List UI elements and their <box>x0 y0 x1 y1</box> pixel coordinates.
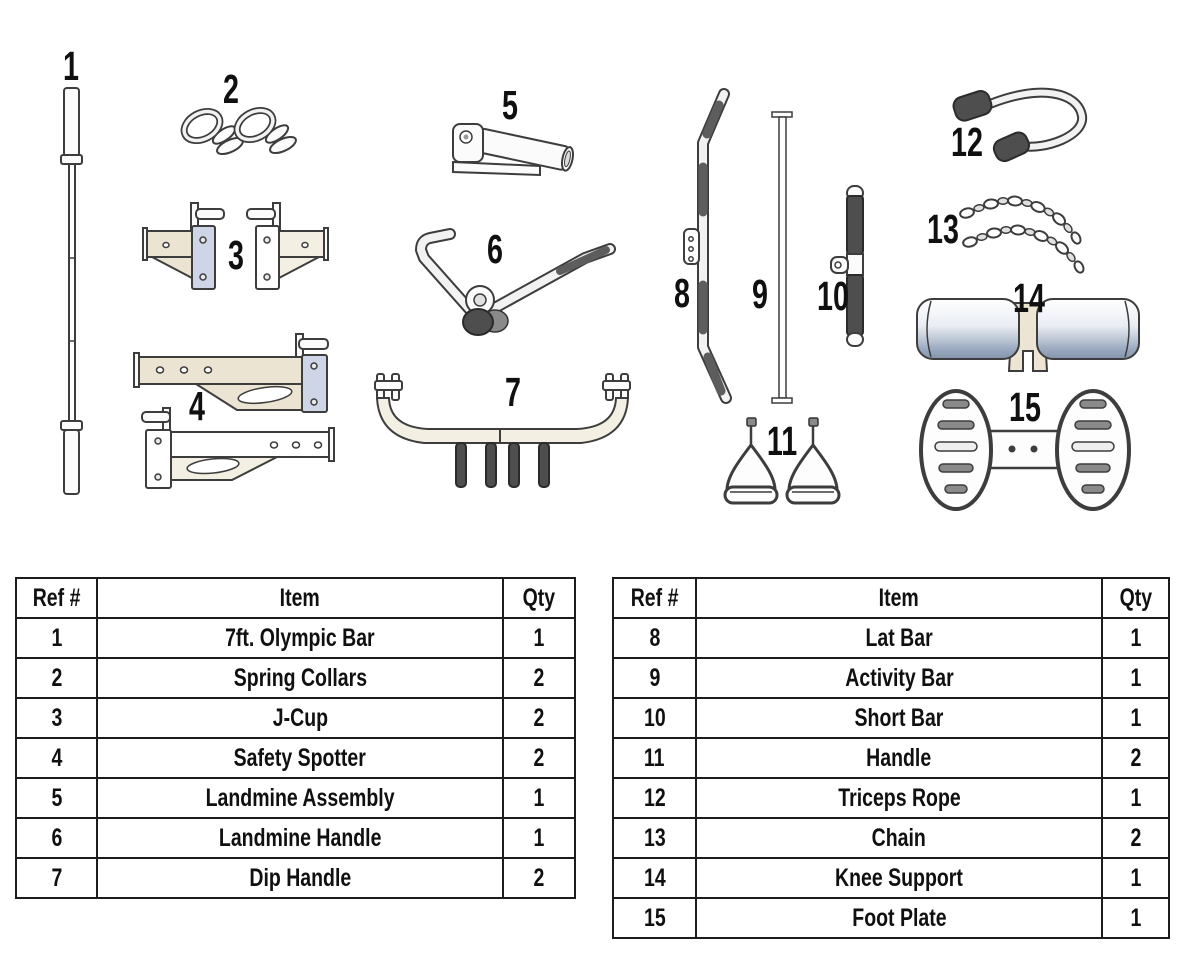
ref-cell: 3 <box>16 698 97 738</box>
table-row <box>16 698 575 738</box>
item-cell: Triceps Rope <box>696 778 1102 818</box>
table-row <box>613 738 1169 778</box>
item-13-label: 13 <box>927 207 959 253</box>
item-cell: Short Bar <box>696 698 1102 738</box>
table-header-row <box>613 578 1169 618</box>
table-row <box>16 658 575 698</box>
item-cell: J-Cup <box>97 698 503 738</box>
item-cell: Safety Spotter <box>97 738 503 778</box>
qty-cell: 1 <box>503 778 575 818</box>
qty-cell: 1 <box>1102 618 1169 658</box>
ref-cell: 14 <box>613 858 696 898</box>
qty-cell: 1 <box>1102 898 1169 938</box>
item-13-chain-illustration <box>959 196 1085 274</box>
qty-cell: 1 <box>503 618 575 658</box>
item-1-label: 1 <box>63 44 79 90</box>
item-2-label: 2 <box>223 67 239 113</box>
ref-cell: 11 <box>613 738 696 778</box>
ref-cell: 12 <box>613 778 696 818</box>
item-cell: 7ft. Olympic Bar <box>97 618 503 658</box>
ref-cell: 13 <box>613 818 696 858</box>
qty-cell: 1 <box>1102 778 1169 818</box>
table-row <box>613 618 1169 658</box>
ref-header: Ref # <box>16 578 97 618</box>
ref-cell: 1 <box>16 618 97 658</box>
ref-cell: 2 <box>16 658 97 698</box>
item-cell: Knee Support <box>696 858 1102 898</box>
item-2-spring-collars-illustration <box>179 105 298 158</box>
table-row <box>16 778 575 818</box>
item-cell: Lat Bar <box>696 618 1102 658</box>
ref-header: Ref # <box>613 578 696 618</box>
item-7-dip-handle-illustration <box>375 374 630 487</box>
item-cell: Landmine Handle <box>97 818 503 858</box>
item-11-label: 11 <box>766 419 798 465</box>
qty-cell: 2 <box>503 738 575 778</box>
qty-cell: 2 <box>1102 818 1169 858</box>
item-cell: Handle <box>696 738 1102 778</box>
item-15-label: 15 <box>1009 385 1041 431</box>
ref-cell: 9 <box>613 658 696 698</box>
ref-cell: 15 <box>613 898 696 938</box>
qty-cell: 2 <box>503 698 575 738</box>
ref-cell: 6 <box>16 818 97 858</box>
item-cell: Landmine Assembly <box>97 778 503 818</box>
item-6-label: 6 <box>487 227 503 273</box>
table-row <box>16 858 575 898</box>
parts-table-left <box>15 577 576 899</box>
table-row <box>613 818 1169 858</box>
item-4-safety-spotter-illustration <box>134 334 334 488</box>
qty-cell: 1 <box>1102 698 1169 738</box>
item-8-label: 8 <box>674 271 690 317</box>
table-row <box>16 818 575 858</box>
item-header: Item <box>696 578 1102 618</box>
item-6-landmine-handle-illustration <box>421 234 610 335</box>
item-cell: Foot Plate <box>696 898 1102 938</box>
qty-cell: 1 <box>1102 858 1169 898</box>
qty-cell: 1 <box>1102 658 1169 698</box>
item-header: Item <box>97 578 503 618</box>
item-10-short-bar-illustration <box>831 186 863 346</box>
item-7-label: 7 <box>505 370 521 416</box>
item-9-label: 9 <box>752 272 768 318</box>
item-cell: Chain <box>696 818 1102 858</box>
table-row <box>613 698 1169 738</box>
item-cell: Activity Bar <box>696 658 1102 698</box>
item-5-landmine-assembly-illustration <box>453 124 575 175</box>
qty-cell: 2 <box>1102 738 1169 778</box>
ref-cell: 5 <box>16 778 97 818</box>
qty-header: Qty <box>1102 578 1169 618</box>
item-5-label: 5 <box>502 83 518 129</box>
item-1-olympic-bar-illustration <box>61 88 82 494</box>
item-cell: Spring Collars <box>97 658 503 698</box>
table-row <box>16 618 575 658</box>
item-4-label: 4 <box>189 384 205 430</box>
table-row <box>613 898 1169 938</box>
ref-cell: 8 <box>613 618 696 658</box>
table-header-row <box>16 578 575 618</box>
item-cell: Dip Handle <box>97 858 503 898</box>
qty-cell: 2 <box>503 858 575 898</box>
ref-cell: 7 <box>16 858 97 898</box>
parts-table-right <box>612 577 1170 939</box>
table-row <box>613 658 1169 698</box>
item-14-label: 14 <box>1013 276 1045 322</box>
table-row <box>16 738 575 778</box>
qty-cell: 2 <box>503 658 575 698</box>
item-9-activity-bar-illustration <box>772 112 792 403</box>
table-row <box>613 778 1169 818</box>
table-row <box>613 858 1169 898</box>
item-12-label: 12 <box>951 120 983 166</box>
ref-cell: 10 <box>613 698 696 738</box>
item-10-label: 10 <box>817 274 849 320</box>
qty-header: Qty <box>503 578 575 618</box>
item-3-label: 3 <box>228 233 244 279</box>
ref-cell: 4 <box>16 738 97 778</box>
qty-cell: 1 <box>503 818 575 858</box>
item-8-lat-bar-illustration <box>684 94 726 398</box>
